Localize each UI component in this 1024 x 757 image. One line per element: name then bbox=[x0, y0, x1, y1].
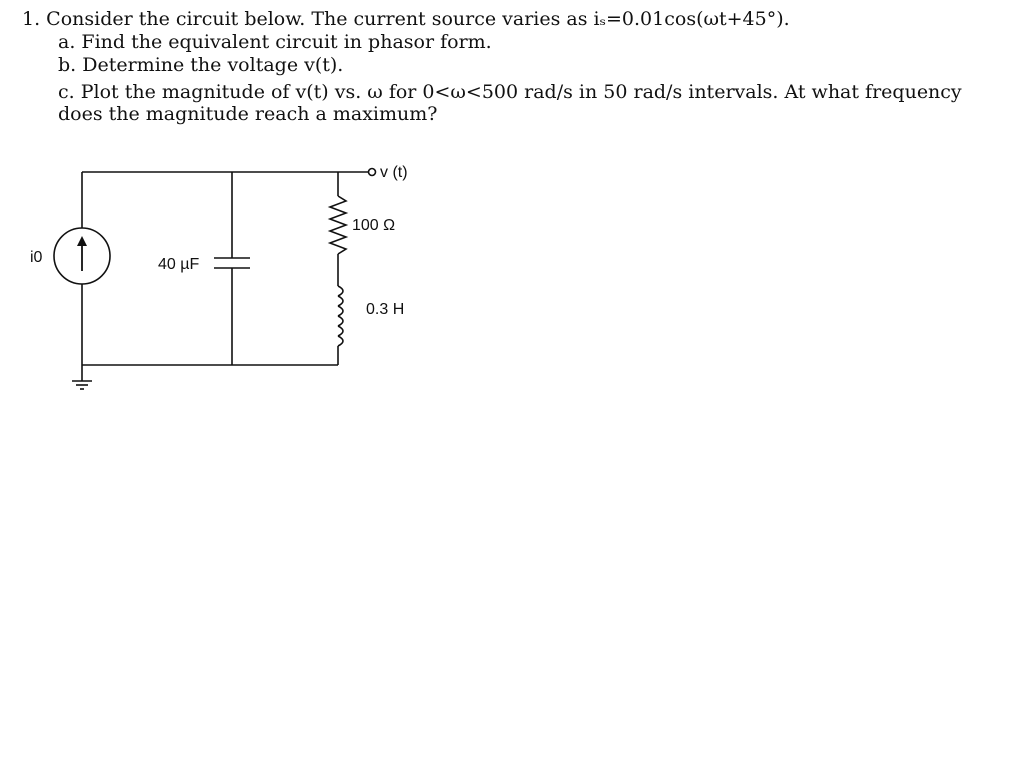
circuit-diagram bbox=[0, 150, 460, 400]
problem-intro: 1. Consider the circuit below. The current source varies as iₛ=0.01cos(ωt+45°). bbox=[22, 8, 790, 30]
part-c: c. Plot the magnitude of v(t) vs. ω for 0<ω<500 rad/s in 50 rad/s intervals. At what frequency does the magnitude reach a maximum? bbox=[58, 81, 962, 125]
capacitor-label: 40 µF bbox=[158, 256, 200, 273]
problem-text bbox=[22, 8, 1012, 125]
inductor-symbol bbox=[338, 286, 343, 346]
resistor-symbol bbox=[330, 196, 346, 254]
part-b: b. Determine the voltage v(t). bbox=[58, 54, 344, 76]
ground-symbol bbox=[72, 381, 92, 389]
output-terminal bbox=[369, 169, 376, 176]
output-label: v (t) bbox=[380, 164, 408, 181]
resistor-label: 100 Ω bbox=[352, 217, 396, 234]
part-a: a. Find the equivalent circuit in phasor form. bbox=[58, 31, 492, 53]
source-arrow-icon bbox=[77, 236, 87, 271]
source-label: i0 bbox=[30, 249, 43, 266]
inductor-label: 0.3 H bbox=[366, 301, 405, 318]
